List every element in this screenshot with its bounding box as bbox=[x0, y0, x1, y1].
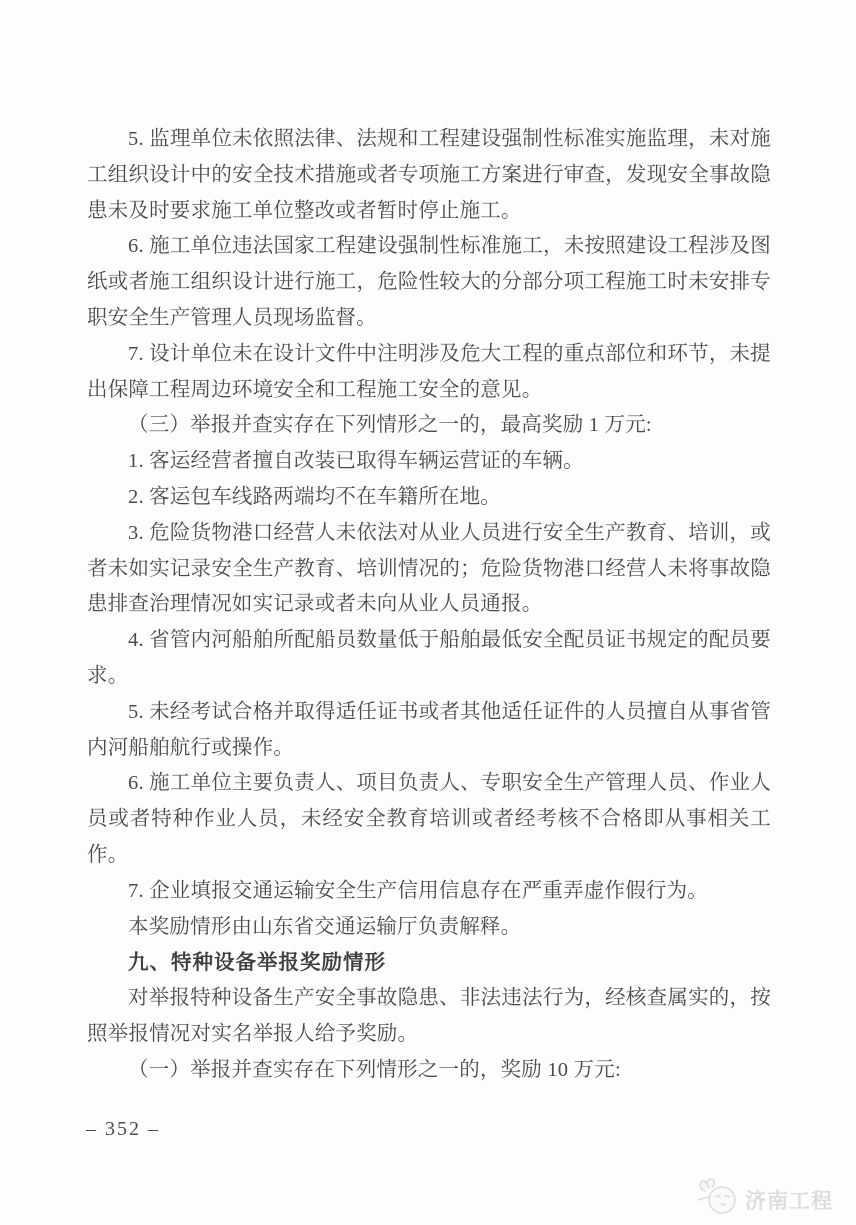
list-item: 2. 客运包车线路两端均不在车籍所在地。 bbox=[128, 485, 501, 508]
section-heading: 九、特种设备举报奖励情形 bbox=[128, 951, 386, 975]
watermark bbox=[696, 1176, 833, 1223]
list-item: 6. 施工单位主要负责人、项目负责人、专职安全生产管理人员、作业人员或者特种作业人员，未经安全教育培训或者经考核不合格即从事相关工作。 bbox=[87, 772, 771, 866]
list-item: 1. 客运经营者擅自改装已取得车辆运营证的车辆。 bbox=[128, 450, 584, 473]
paragraph: 6. 施工单位违法国家工程建设强制性标准施工，未按照建设工程涉及图纸或者施工组织设计进行施工，危险性较大的分部分项工程施工时未安排专职安全生产管理人员现场监督。 bbox=[87, 235, 771, 329]
paragraph: 对举报特种设备生产安全事故隐患、非法违法行为，经核查属实的，按照举报情况对实名举报人给予奖励。 bbox=[87, 987, 771, 1045]
document-body bbox=[87, 122, 771, 1089]
list-item: 7. 企业填报交通运输安全生产信用信息存在严重弄虚作假行为。 bbox=[128, 879, 708, 902]
watermark-text: 济南工程 bbox=[745, 1189, 833, 1213]
paragraph: （三）举报并查实存在下列情形之一的，最高奖励 1 万元: bbox=[128, 414, 652, 437]
watermark-mascot-icon bbox=[696, 1176, 742, 1223]
list-item: 4. 省管内河船舶所配船员数量低于船舶最低安全配员证书规定的配员要求。 bbox=[87, 629, 771, 687]
list-item: 5. 未经考试合格并取得适任证书或者其他适任证件的人员擅自从事省管内河船舶航行或操作。 bbox=[87, 700, 771, 759]
paragraph: 7. 设计单位未在设计文件中注明涉及危大工程的重点部位和环节，未提出保障工程周边环境安全和工程施工安全的意见。 bbox=[87, 342, 771, 401]
list-item: 3. 危险货物港口经营人未依法对从业人员进行安全生产教育、培训，或者未如实记录安全生产教育、培训情况的；危险货物港口经营人未将事故隐患排查治理情况如实记录或者未向从业人员通报。 bbox=[87, 521, 771, 616]
paragraph: 本奖励情形由山东省交通运输厅负责解释。 bbox=[128, 915, 522, 938]
page-number: – 352 – bbox=[86, 1118, 160, 1140]
paragraph: 5. 监理单位未依照法律、法规和工程建设强制性标准实施监理，未对施工组织设计中的安全技术措施或者专项施工方案进行审查，发现安全事故隐患未及时要求施工单位整改或者暂时停止施工。 bbox=[87, 128, 771, 222]
paragraph: （一）举报并查实存在下列情形之一的，奖励 10 万元: bbox=[128, 1058, 621, 1081]
